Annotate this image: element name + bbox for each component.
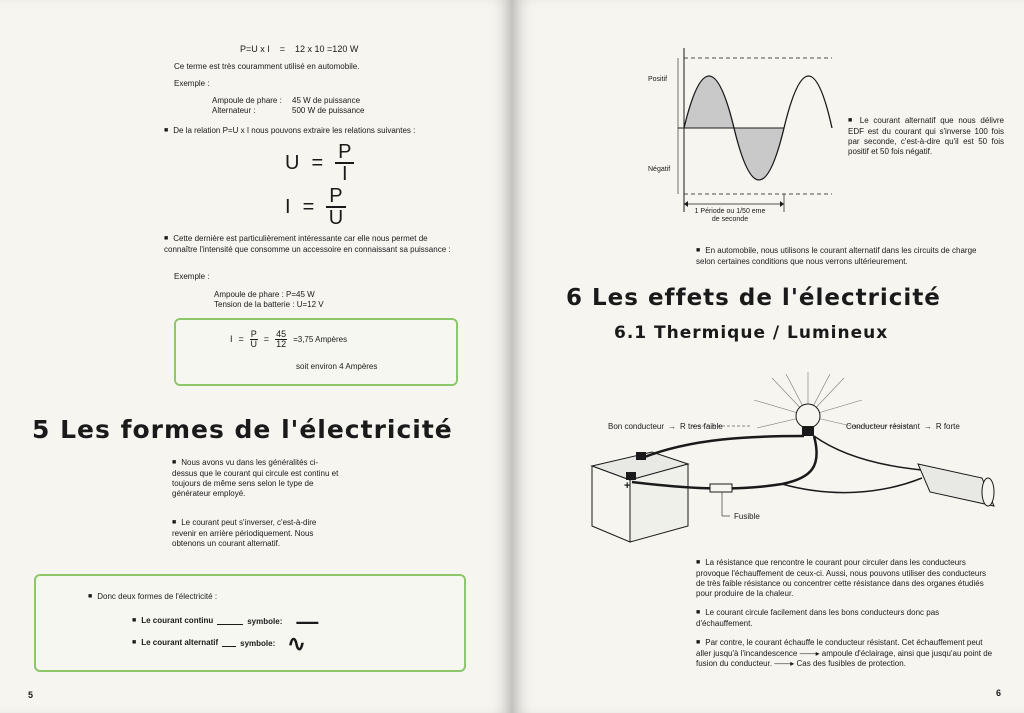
forms-row-continu-label: ■ Le courant continu: [132, 616, 213, 627]
right-page: [512, 0, 1024, 713]
eq-i-lhs: I: [285, 195, 291, 218]
eq-u-fraction: [335, 142, 354, 184]
effects-bullet-3: ■ Par contre, le courant échauffe le conducteur résistant. Cet échauffement peut aller jusqu'à l'incandescence ——▸ ampoule d'éclairage, ainsi que jusqu'au point de fusion du conducteur. ——▸ Cas des fusibles de protection.: [696, 638, 994, 669]
ac-symbol-icon: ∿: [287, 630, 306, 656]
resistive-wire: [814, 436, 922, 470]
eq-i-numerator: P: [326, 186, 345, 208]
battery-plus-label: +: [624, 480, 631, 492]
eq-i-fraction: [326, 186, 345, 228]
resistive-conductor-text: Conducteur résistant: [846, 422, 920, 431]
r-low-text: R tres faible: [680, 422, 723, 431]
formula-eq: =: [279, 44, 286, 54]
last-relation-note: ■ Cette dernière est particulièrement intéressante car elle nous permet de connaître l'intensité que consomme un accessoire en connaissant sa puissance :: [164, 234, 460, 255]
fuse-icon: [710, 484, 732, 492]
bulb-socket: [802, 426, 814, 436]
calc-eq2: =: [263, 334, 270, 344]
forms-row-continu: [132, 608, 319, 634]
forms-box: [34, 574, 466, 672]
good-conductor-text: Bon conducteur: [608, 422, 665, 431]
example2-line-2: Tension de la batterie : U=12 V: [214, 300, 324, 309]
relation-intro: ■ De la relation P=U x I nous pouvons extraire les relations suivantes :: [164, 126, 415, 137]
dc-symbol-icon: —: [296, 608, 319, 634]
section-6-1-title: 6.1 Thermique / Lumineux: [614, 323, 889, 343]
forms-row-alternatif-symbol-label: symbole:: [240, 638, 276, 648]
forms-row-alternatif-label: ■ Le courant alternatif: [132, 638, 218, 649]
effects-bullet-2: ■ Le courant circule facilement dans les bons conducteurs donc pas d'échauffement.: [696, 608, 994, 629]
calc-equation: [230, 330, 347, 349]
eq-i-denominator: U: [328, 207, 344, 229]
fuse-label: Fusible: [734, 512, 760, 521]
resistive-conductor-label: [846, 422, 960, 432]
example1-line-1: [212, 96, 360, 106]
forms-row-continu-symbol-label: symbole:: [247, 616, 283, 626]
wave-period-label: [688, 208, 772, 224]
calc-eq1: =: [238, 334, 244, 344]
example2-label: Exemple :: [174, 272, 210, 281]
good-conductor-label: [608, 422, 723, 432]
ac-note: ■ Le courant alternatif que nous délivre EDF est du courant qui s'inverse 100 fois par seconde, c'est-à-dire qu'il est 50 fois positif et 50 fois négatif.: [848, 116, 1004, 157]
example1-line-2-label: Alternateur :: [212, 106, 256, 115]
example2-line-1: Ampoule de phare : P=45 W: [214, 290, 315, 299]
page-number-left: 5: [28, 690, 34, 700]
forms-intro: ■ Donc deux formes de l'électricité :: [88, 592, 217, 603]
auto-note: ■ En automobile, nous utilisons le courant alternatif dans les circuits de charge selon certaines conditions que nous verrons ultérieurement.: [696, 246, 988, 267]
equation-i: [285, 186, 346, 228]
formula-lhs: P=U x I: [240, 44, 270, 54]
eq-u-lhs: U: [285, 151, 300, 174]
calc-frac1: [250, 330, 258, 349]
wave-period-line-2: de seconde: [711, 216, 749, 223]
section5-bullet-1: ■ Nous avons vu dans les généralités ci-dessus que le courant qui circule est continu et toujours de même sens selon le type de générateur employé.: [172, 458, 342, 499]
r-high-text: R forte: [935, 422, 960, 431]
effects-bullet-1: ■ La résistance que rencontre le courant pour circuler dans les conducteurs provoque l'échauffement de ceux-ci. Aussi, nous pouvons utiliser des conducteurs de très faible résistance ou concentrer cette résistance dans des organes étudiés pour produire de la chaleur.: [696, 558, 994, 599]
cigarette-lighter-icon: [918, 464, 994, 506]
calc-lhs: I: [230, 334, 233, 344]
calc-frac1-num: P: [250, 329, 257, 339]
example1-line-2-value: 500 W de puissance: [292, 106, 365, 115]
calc-approx: soit environ 4 Ampères: [296, 362, 378, 371]
calculation-box: [174, 318, 458, 386]
ac-waveform-diagram: [652, 44, 842, 224]
eq-u-numerator: P: [335, 142, 354, 164]
calc-frac2-num: 45: [276, 329, 287, 339]
section5-bullet-2: ■ Le courant peut s'inverser, c'est-à-dire revenir en arrière périodiquement. Nous obtenons un courant alternatif.: [172, 518, 342, 549]
equation-u: [285, 142, 354, 184]
term-note: Ce terme est très couramment utilisé en automobile.: [174, 62, 360, 71]
bulb-icon: [796, 404, 820, 428]
calc-frac1-den: U: [250, 339, 258, 349]
page-number-right: 6: [996, 688, 1002, 698]
example1-label: Exemple :: [174, 79, 210, 88]
section-6-title: 6 Les effets de l'électricité: [566, 285, 941, 311]
arrow-right-icon: →: [923, 422, 932, 431]
eq-u-equals: =: [311, 151, 324, 174]
good-conductor-wire: [642, 436, 804, 458]
wave-positive-label: Positif: [648, 76, 668, 83]
example1-line-1-label: Ampoule de phare :: [212, 96, 282, 105]
formula-power-top: [240, 44, 400, 55]
calc-result: =3,75 Ampères: [293, 335, 348, 344]
formula-rhs: 12 x 10 =120 W: [295, 44, 359, 54]
battery-icon: [592, 452, 688, 542]
calc-frac2-den: 12: [276, 339, 287, 349]
circuit-illustration: [582, 366, 1002, 546]
forms-row-alternatif: [132, 630, 306, 656]
calc-frac2: [275, 330, 287, 349]
section-5-title: 5 Les formes de l'électricité: [32, 415, 453, 444]
example1-line-1-value: 45 W de puissance: [292, 96, 361, 105]
eq-i-equals: =: [302, 195, 315, 218]
wave-negative-label: Négatif: [648, 166, 671, 173]
eq-u-denominator: I: [342, 163, 348, 185]
wave-period-line-1: 1 Période ou 1/50 eme: [694, 208, 766, 215]
example1-line-2: [212, 106, 365, 116]
arrow-right-icon: →: [668, 422, 677, 431]
